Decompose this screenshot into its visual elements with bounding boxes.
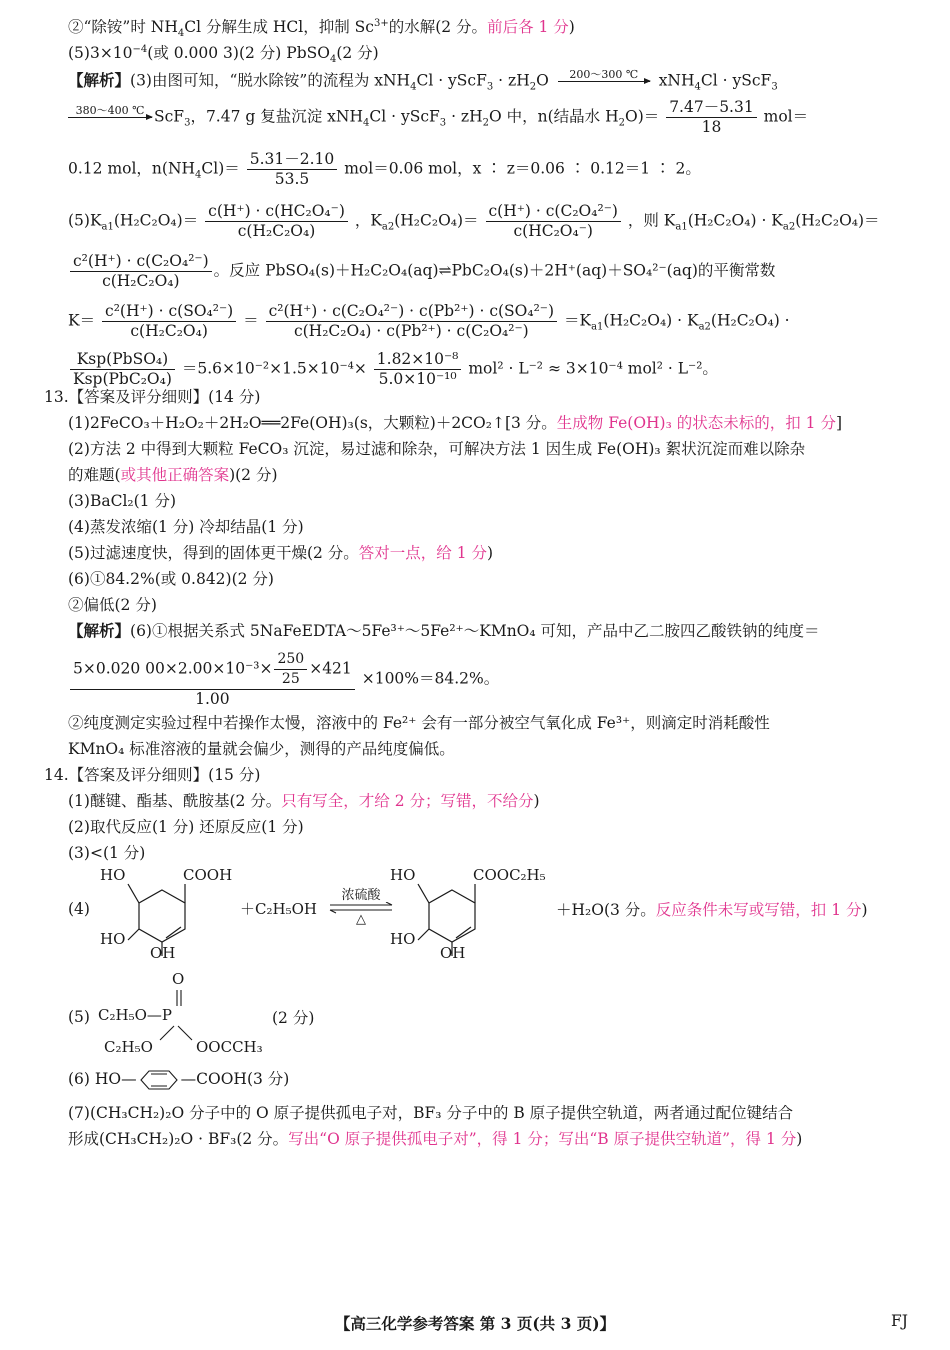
analysis-5-line-1: $(5)K_{a1}(H_2C_2O_4)=$ $\frac{\text{c(H⁺) · c(HC₂O₄⁻)}}{\text{c(H₂C₂O₄)}}$ ，$K_{a2}(H_2C_2O_4)=$ $\frac{\text{c(H⁺) · c(C₂O₄²⁻)}}{\text{c(HC₂O₄⁻)}}$ ，则 $K_{a1}(H_2C_2O_4) \cdot K_{a2}(H_2C_2O_4)=$ [68,202,880,240]
analysis-3-line-1: 【解析】(3)由图可知，“脱水除铵”的流程为 xNH$_4$Cl · yScF$_3$ · $zH_2O$ 200～300 ℃ xNH$_4$Cl · yScF$_3$ [68,68,910,95]
acetoxy-label: OOCCH₃ [196,1038,263,1056]
oh-label-2: OH [440,944,466,962]
fraction-ka2: $\frac{\text{c(H⁺) · c(C₂O₄²⁻)}}{\text{c(HC₂O₄⁻)}}$ [486,202,621,241]
fraction-k2: $\frac{\text{c²(H⁺) · c(C₂O₄²⁻) · c(Pb²⁺) · c(SO₄²⁻)}}{\text{c(H₂C₂O₄) · c(Pb²⁺) · c(C₂O₄²⁻)}}$ [266,302,557,341]
q13-line-1: (1)2FeCO₃＋H₂O₂＋2H₂O══2Fe(OH)₃(s，大颗粒)＋2CO₂↑[3 分。生成物 Fe(OH)₃ 的状态未标的，扣 1 分] [68,414,843,432]
ho-label-1: HO [100,866,126,884]
q13-heading: 13.【答案及评分细则】(14 分) [44,388,261,406]
fraction-water: $\frac{7.47-5.31}{18}$ [666,98,757,137]
q13-analysis-fraction: 5×0.020 00×2.00×10⁻³× $\frac{250}{25}$ ×421 1.00 ×100%＝84.2%。 [68,650,910,709]
reaction-arrow-1: 200～300 ℃ [558,68,650,95]
phosphoryl-oxygen: O [172,970,185,988]
cooh-label: COOH [183,866,233,884]
q13-line-6: (5)过滤速度快，得到的固体更干燥(2 分。答对一点，给 1 分) [68,544,494,562]
benzene-ring [137,1069,181,1091]
q13-analysis-1: 【解析】(6)①根据关系式 5NaFeEDTA～5Fe³⁺～5Fe²⁺～KMnO₄ 可知，产品中乙二胺四乙酸铁钠的纯度＝ [68,621,820,640]
fraction-ksp-values: $\frac{\text{1.82×10⁻⁸}}{\text{5.0×10⁻¹⁰}}$ [374,350,462,389]
fraction-ka1: $\frac{\text{c(H⁺) · c(HC₂O₄⁻)}}{\text{c(H₂C₂O₄)}}$ [205,202,348,241]
analysis-5-line-4: $\frac{\text{Ksp(PbSO₄)}}{\text{Ksp(PbC₂O₄)}}$ ＝5.6×10⁻²×1.5×10⁻⁴× $\frac{\text{1.82×10⁻⁸}}{\text{5.0×10⁻¹⁰}}$ mol² · L⁻² ≈ 3×10⁻⁴ mol² · L⁻²。 [68,350,910,389]
condition-heat: △ [356,912,366,927]
q13-line-4: (3)BaCl₂(1 分) [68,492,177,510]
q14-4-label: (4) [68,900,90,918]
analysis-5-line-2: $\frac{\text{c²(H⁺) · c(C₂O₄²⁻)}}{\text{c(H₂C₂O₄)}}$ 。反应 PbSO₄(s)＋H₂C₂O₄(aq)⇌PbC₂O₄(s)＋2H⁺(aq)＋SO₄²⁻(aq)的平衡常数 [68,252,910,291]
q14-4-score: ＋H₂O(3 分。反应条件未写或写错，扣 1 分) [556,901,868,919]
q14-line-2: (2)取代反应(1 分) 还原反应(1 分) [68,818,304,836]
corner-code: FJ [891,1312,908,1330]
reaction-arrow-2: 380～400 ℃ [68,104,152,131]
q14-7-line-2: 形成(CH₃CH₂)₂O · BF₃(2 分。写出“O 原子提供孤电子对”，得 1 分；写出“B 原子提供空轨道”，得 1 分) [68,1130,803,1148]
q13-line-5: (4)蒸发浓缩(1 分) 冷却结晶(1 分) [68,518,304,536]
ethoxy-p-label: C₂H₅O—P [98,1006,172,1024]
fraction-nh4cl: $\frac{5.31-2.10}{53.5}$ [247,150,338,189]
q14-5-score: (2 分) [272,1009,315,1027]
q13-line-7: (6)①84.2%(或 0.842)(2 分) [68,570,274,588]
ho-label-3: HO [390,866,416,884]
q14-6-line: (6) HO— —COOH(3 分) [68,1068,910,1091]
analysis-5-line-3: K＝ $\frac{\text{c²(H⁺) · c(SO₄²⁻)}}{\text{c(H₂C₂O₄)}}$ ＝ $\frac{\text{c²(H⁺) · c(C₂O₄²⁻) · c(Pb²⁺) · c(SO₄²⁻)}}{\text{c(H₂C₂O₄) · c(Pb²⁺) · c(C₂O₄²⁻)}}$ $=K_{a1}(H_2C_2O_4) \cdot K_{a2}(H_2C_2O_4)$ · [68,302,790,340]
page-footer: 【高三化学参考答案 第 3 页(共 3 页)】 [334,1314,616,1333]
q13-analysis-3: KMnO₄ 标准溶液的量就会偏少，测得的产品纯度偏低。 [68,740,455,758]
fraction-k1: $\frac{\text{c²(H⁺) · c(SO₄²⁻)}}{\text{c(H₂C₂O₄)}}$ [102,302,236,341]
analysis-3-line-2: 380～400 ℃ ScF$_3$，7.47 g 复盐沉淀 xNH$_4$Cl · yScF$_3$ · $zH_2O$ 中，n(结晶水 $H_2O)=$ $\frac{7.47-5.31}{18}$ mol＝ [68,98,910,137]
ho-label-2: HO [100,930,126,948]
ester-label: COOC₂H₅ [473,866,546,884]
ethoxy-label-2: C₂H₅O [104,1038,153,1056]
fraction-ka1ka2: $\frac{\text{c²(H⁺) · c(C₂O₄²⁻)}}{\text{c(H₂C₂O₄)}}$ [70,252,212,291]
q13-line-3: 的难题(或其他正确答案)(2 分) [68,466,278,484]
q14-line-1: (1)醚键、酯基、酰胺基(2 分。只有写全，才给 2 分；写错，不给分) [68,792,540,810]
ho-label-4: HO [390,930,416,948]
purity-fraction: 5×0.020 00×2.00×10⁻³× $\frac{250}{25}$ ×421 1.00 [70,650,355,709]
fraction-ksp: $\frac{\text{Ksp(PbSO₄)}}{\text{Ksp(PbC₂O₄)}}$ [70,350,175,389]
q12-line-3: $(5)3\times 10^{-4}$(或 0.000 3)(2 分) PbSO$_4$(2 分) [68,43,379,66]
q13-line-8: ②偏低(2 分) [68,596,157,614]
ethanol-reagent: ＋C₂H₅OH [240,900,317,918]
analysis-3-line-3: 0.12 mol，$n(NH_4Cl)=$ $\frac{5.31-2.10}{53.5}$ mol＝0.06 mol，x ∶ z＝0.06 ∶ 0.12＝1 ∶ 2。 [68,150,701,188]
q14-line-3: (3)<(1 分) [68,844,146,862]
oh-label-1: OH [150,944,176,962]
condition-catalyst: 浓硫酸 [341,888,381,903]
q14-5-label: (5) [68,1008,90,1026]
p-o-double-bond [170,988,190,1008]
q12-line-2: ②“除铵”时 $NH_4Cl$ 分解生成 HCl，抑制 $Sc^{3+}$的水解(2 分。前后各 1 分) [68,17,575,40]
q14-7-line-1: (7)(CH₃CH₂)₂O 分子中的 O 原子提供孤电子对，BF₃ 分子中的 B 原子提供空轨道，两者通过配位键结合 [68,1104,794,1122]
q13-line-2: (2)方法 2 中得到大颗粒 FeCO₃ 沉淀，易过滤和除杂，可解决方法 1 因生成 Fe(OH)₃ 絮状沉淀而难以除杂 [68,440,806,458]
q14-heading: 14.【答案及评分细则】(15 分) [44,766,261,784]
q13-analysis-2: ②纯度测定实验过程中若操作太慢，溶液中的 Fe²⁺ 会有一部分被空气氧化成 Fe³⁺，则滴定时消耗酸性 [68,714,770,732]
